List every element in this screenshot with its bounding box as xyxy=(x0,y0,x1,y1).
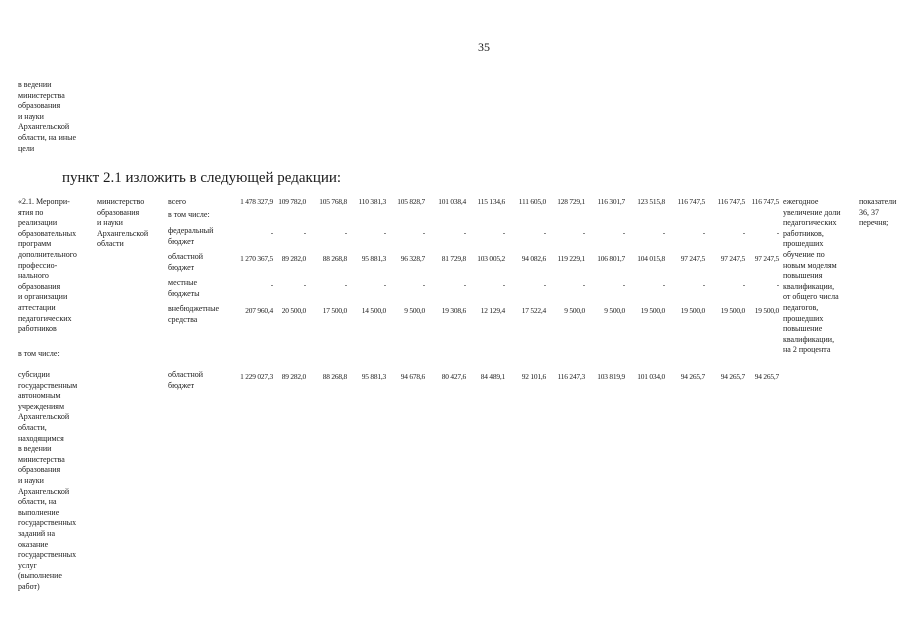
row1-line4-value-col-6: 19 308,6 xyxy=(441,306,466,315)
row1-line4-value-col-1: 207 960,4 xyxy=(245,306,273,315)
row1-line1-value-col-7: - xyxy=(502,228,505,237)
row1-line0-value-col-11: 123 515,8 xyxy=(637,197,665,206)
row1-line3-value-col-1: - xyxy=(270,280,273,289)
row1-source-extrabudget: внебюджетные средства xyxy=(168,304,219,324)
row1-line0-value-col-3: 105 768,8 xyxy=(319,197,347,206)
row1-line0-value-col-6: 101 038,4 xyxy=(438,197,466,206)
row2-name: субсидии государственным автономным учреждениям Архангельской области, находящимся в ведении министерства образования и науки Архангельской области, на выполнение государственных заданий на оказание государственных услуг (выполнение работ) xyxy=(18,370,78,591)
row1-line4-value-col-9: 9 500,0 xyxy=(564,306,585,315)
row1-line1-value-col-11: - xyxy=(662,228,665,237)
row1-line0-value-col-10: 116 301,7 xyxy=(597,197,625,206)
row1-line2-value-col-13: 97 247,5 xyxy=(720,254,745,263)
row1-source-including: в том числе: xyxy=(168,210,210,219)
row1-line0-value-col-7: 115 134,6 xyxy=(477,197,505,206)
row1-line2-value-col-5: 96 328,7 xyxy=(400,254,425,263)
row1-line4-value-col-7: 12 129,4 xyxy=(480,306,505,315)
row1-line0-value-col-5: 105 828,7 xyxy=(397,197,425,206)
row1-line3-value-col-7: - xyxy=(502,280,505,289)
row2-value-col-12: 94 265,7 xyxy=(680,372,705,381)
row1-line2-value-col-12: 97 247,5 xyxy=(680,254,705,263)
row1-line4-value-col-4: 14 500,0 xyxy=(361,306,386,315)
row1-line0-value-col-12: 116 747,5 xyxy=(677,197,705,206)
row1-source-total: всего xyxy=(168,197,187,206)
row1-line3-value-col-12: - xyxy=(702,280,705,289)
row1-line3-value-col-2: - xyxy=(303,280,306,289)
row1-line0-value-col-1: 1 478 327,9 xyxy=(240,197,273,206)
row1-line1-value-col-4: - xyxy=(383,228,386,237)
row1-line0-value-col-14: 116 747,5 xyxy=(751,197,779,206)
row1-line2-value-col-6: 81 729,8 xyxy=(441,254,466,263)
row1-line0-value-col-13: 116 747,5 xyxy=(717,197,745,206)
row1-line2-value-col-10: 106 801,7 xyxy=(597,254,625,263)
row1-line4-value-col-13: 19 500,0 xyxy=(720,306,745,315)
row1-line1-value-col-14: - xyxy=(776,228,779,237)
row1-source-local: местные бюджеты xyxy=(168,278,200,298)
row1-line3-value-col-8: - xyxy=(543,280,546,289)
row1-result: ежегодное увеличение доли педагогических работников, прошедших обучение по новым моделям повышения квалификации, от общего числа педагогов, прошедших повышение квалификации, на 2 процента xyxy=(783,197,841,355)
row1-source-federal: федеральный бюджет xyxy=(168,226,214,246)
row1-line2-value-col-4: 95 881,3 xyxy=(361,254,386,263)
row2-value-col-1: 1 229 027,3 xyxy=(240,372,273,381)
row1-name-tail: в том числе: xyxy=(18,349,60,358)
continuation-text: в ведении министерства образования и науки Архангельской области, на иные цели xyxy=(18,80,77,153)
row1-line2-value-col-8: 94 082,6 xyxy=(521,254,546,263)
row1-line4-value-col-8: 17 522,4 xyxy=(521,306,546,315)
row2-value-col-5: 94 678,6 xyxy=(400,372,425,381)
row1-line3-value-col-6: - xyxy=(463,280,466,289)
row2-value-col-8: 92 101,6 xyxy=(521,372,546,381)
row1-line2-value-col-7: 103 005,2 xyxy=(477,254,505,263)
row1-line1-value-col-10: - xyxy=(622,228,625,237)
row1-line1-value-col-13: - xyxy=(742,228,745,237)
row1-line0-value-col-2: 109 782,0 xyxy=(278,197,306,206)
row1-executor: министерство образования и науки Архангельской области xyxy=(97,197,149,249)
row2-source: областной бюджет xyxy=(168,370,204,390)
row1-name: «2.1. Меропри- ятия по реализации образовательных программ дополнительного профессио- нального образования и организации аттестации педагогических работников xyxy=(18,197,77,334)
row1-line0-value-col-8: 111 605,0 xyxy=(518,197,546,206)
row2-value-col-13: 94 265,7 xyxy=(720,372,745,381)
row1-line4-value-col-12: 19 500,0 xyxy=(680,306,705,315)
row2-value-col-9: 116 247,3 xyxy=(557,372,585,381)
row1-line2-value-col-14: 97 247,5 xyxy=(754,254,779,263)
row1-line2-value-col-1: 1 270 367,5 xyxy=(240,254,273,263)
row1-line4-value-col-3: 17 500,0 xyxy=(322,306,347,315)
row1-line3-value-col-11: - xyxy=(662,280,665,289)
row1-line1-value-col-9: - xyxy=(582,228,585,237)
row1-line0-value-col-4: 110 381,3 xyxy=(358,197,386,206)
row1-line1-value-col-5: - xyxy=(422,228,425,237)
row1-line1-value-col-12: - xyxy=(702,228,705,237)
row2-value-col-7: 84 489,1 xyxy=(480,372,505,381)
row2-value-col-3: 88 268,8 xyxy=(322,372,347,381)
row2-value-col-6: 80 427,6 xyxy=(441,372,466,381)
row1-line3-value-col-3: - xyxy=(344,280,347,289)
row1-line2-value-col-2: 89 282,0 xyxy=(281,254,306,263)
row1-indicator: показатели 36, 37 перечня; xyxy=(859,197,897,228)
row1-line1-value-col-6: - xyxy=(463,228,466,237)
row1-line1-value-col-3: - xyxy=(344,228,347,237)
row1-line3-value-col-13: - xyxy=(742,280,745,289)
row2-value-col-2: 89 282,0 xyxy=(281,372,306,381)
row1-line4-value-col-10: 9 500,0 xyxy=(604,306,625,315)
row1-line4-value-col-5: 9 500,0 xyxy=(404,306,425,315)
row1-line3-value-col-9: - xyxy=(582,280,585,289)
row2-value-col-4: 95 881,3 xyxy=(361,372,386,381)
row1-line3-value-col-14: - xyxy=(776,280,779,289)
row1-line1-value-col-8: - xyxy=(543,228,546,237)
row1-line1-value-col-2: - xyxy=(303,228,306,237)
page-number: 35 xyxy=(478,40,490,54)
row1-line0-value-col-9: 128 729,1 xyxy=(557,197,585,206)
row1-line2-value-col-11: 104 015,8 xyxy=(637,254,665,263)
row2-value-col-10: 103 819,9 xyxy=(597,372,625,381)
row1-line2-value-col-3: 88 268,8 xyxy=(322,254,347,263)
row2-value-col-14: 94 265,7 xyxy=(754,372,779,381)
row1-line2-value-col-9: 119 229,1 xyxy=(557,254,585,263)
row1-line4-value-col-11: 19 500,0 xyxy=(640,306,665,315)
row1-line3-value-col-5: - xyxy=(422,280,425,289)
row1-line4-value-col-2: 20 500,0 xyxy=(281,306,306,315)
row1-line3-value-col-10: - xyxy=(622,280,625,289)
row1-line1-value-col-1: - xyxy=(270,228,273,237)
row2-value-col-11: 101 034,0 xyxy=(637,372,665,381)
row1-line3-value-col-4: - xyxy=(383,280,386,289)
row1-line4-value-col-14: 19 500,0 xyxy=(754,306,779,315)
section-heading: пункт 2.1 изложить в следующей редакции: xyxy=(62,170,342,186)
row1-source-regional: областной бюджет xyxy=(168,252,204,272)
